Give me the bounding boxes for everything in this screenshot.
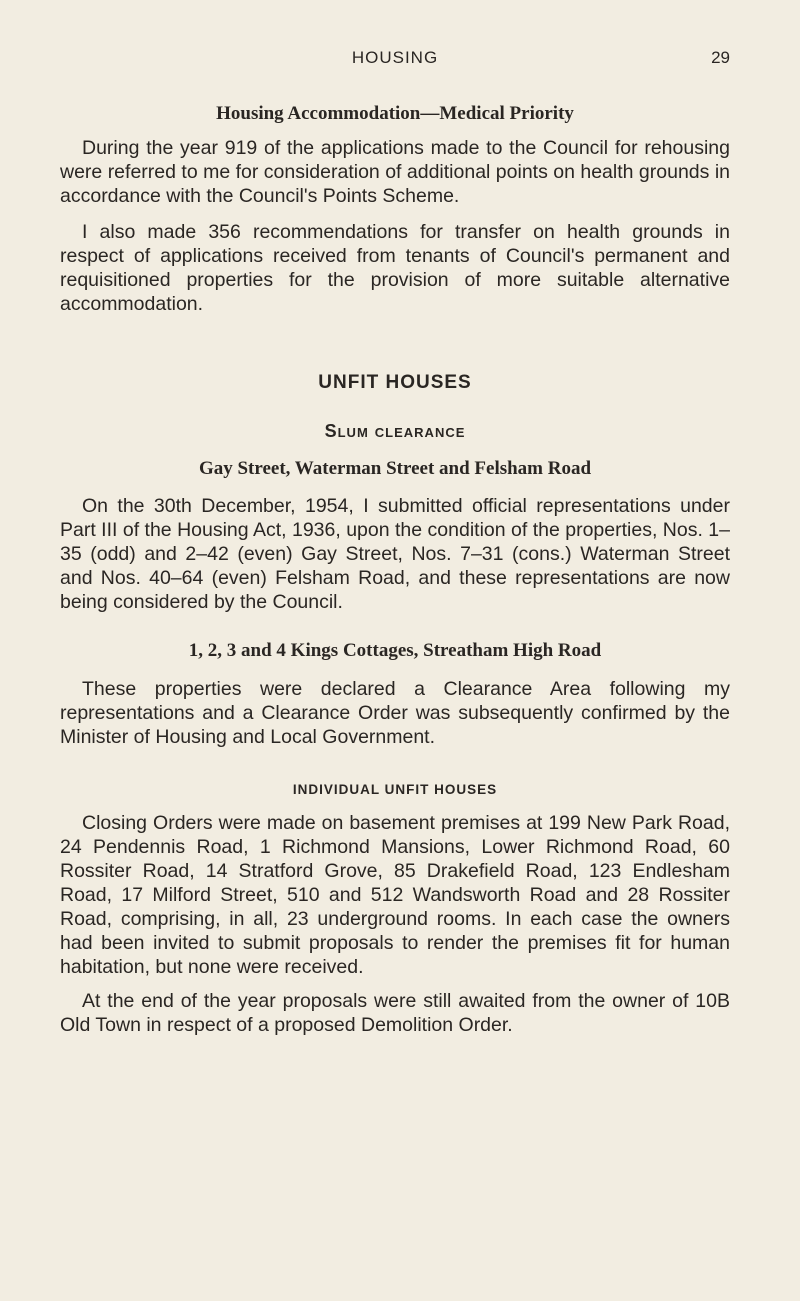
heading-unfit-houses: UNFIT HOUSES [318,372,472,393]
heading-gay-street: Gay Street, Waterman Street and Felsham Road [198,458,592,479]
paragraph-medical-priority-1: During the year 919 of the applications made to the Council for rehousing were referred to me for consideration of additional points on health grounds in accordance with the Council's Points Scheme. [60,137,730,207]
paragraph-individual-unfit-1: Closing Orders were made on basement premises at 199 New Park Road, 24 Pendennis Road, 1 Richmond Mansions, Lower Richmond Road, 60 Rossiter Road, 14 Stratford Grove, 85 Drakefield Road, 123 Endlesham Road, 17 Milford Street, 510 and 512 Wandsworth Road and 28 Rossiter Road, comprising, in all, 23 underground rooms. In each case the owners had been invited to submit proposals to render the premises fit for human habitation, but none were received. [60,812,730,978]
running-header [60,40,730,74]
paragraph-gay-street: On the 30th December, 1954, I submitted official representations under Part III of the Housing Act, 1936, upon the condition of the properties, Nos. 1–35 (odd) and 2–42 (even) Gay Street, Nos. 7–31 (cons.) Waterman Street and Nos. 40–64 (even) Felsham Road, and these representations are now being considered by the Council. [60,495,730,613]
page-number: 29 [711,48,730,67]
document-page [60,40,730,1037]
heading-kings-cottages: 1, 2, 3 and 4 Kings Cottages, Streatham High Road [188,640,602,661]
heading-individual-unfit-houses: INDIVIDUAL UNFIT HOUSES [292,782,498,797]
running-header-title: HOUSING [351,48,439,67]
paragraph-individual-unfit-2: At the end of the year proposals were still awaited from the owner of 10B Old Town in respect of a proposed Demolition Order. [60,990,730,1036]
paragraph-kings-cottages: These properties were declared a Clearance Area following my representations and a Clearance Order was subsequently confirmed by the Minister of Housing and Local Government. [60,678,730,748]
paragraph-medical-priority-2: I also made 356 recommendations for transfer on health grounds in respect of applications received from tenants of Council's permanent and requisitioned properties for the provision of more suitable alternative accommodation. [60,221,730,315]
subheading-slum-clearance: Slum clearance [324,421,466,441]
heading-medical-priority: Housing Accommodation—Medical Priority [216,103,574,124]
